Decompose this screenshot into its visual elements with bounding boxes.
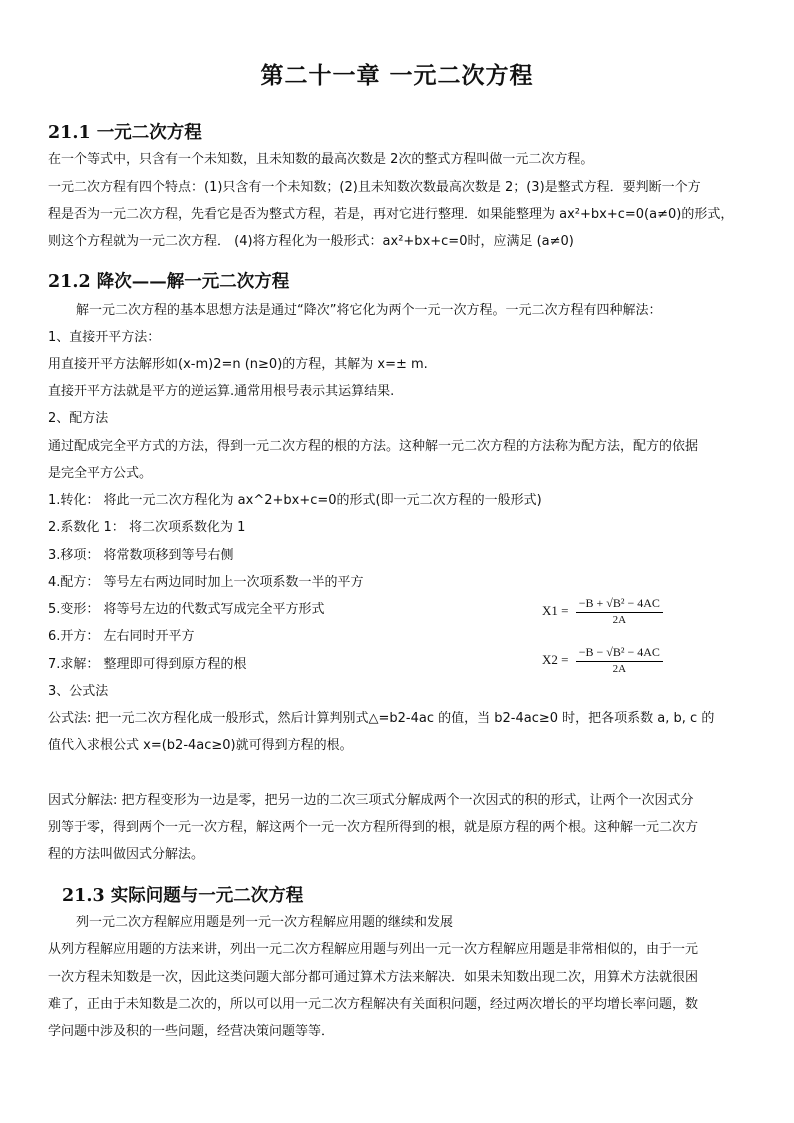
paragraph-line: 一次方程未知数是一次，因此这类问题大部分都可通过算术方法来解决．如果未知数出现二次，用算术方法就很困 — [48, 970, 699, 985]
paragraph-line: 从列方程解应用题的方法来讲，列出一元二次方程解应用题与列出一元一次方程解应用题是非常相似的，由于一元 — [48, 942, 699, 957]
paragraph-line: 解一元二次方程的基本思想方法是通过“降次”将它化为两个一元一次方程。一元二次方程有四种解法： — [76, 303, 662, 318]
step-line: 5.变形： 将等号左边的代数式写成完全平方形式 — [48, 602, 325, 617]
step-line: 1.转化： 将此一元二次方程化为 ax^2+bx+c=0的形式(即一元二次方程的一般形式) — [48, 493, 542, 508]
paragraph-line: 值代入求根公式 x=(b2-4ac≥0)就可得到方程的根。 — [48, 738, 353, 753]
step-line: 6.开方： 左右同时开平方 — [48, 629, 195, 644]
section-heading-21-1: 21.1 一元二次方程 — [48, 123, 202, 143]
formula-fraction — [576, 596, 663, 626]
method-heading: 2、配方法 — [48, 411, 109, 426]
paragraph-line: 别等于零，得到两个一元一次方程，解这两个一元一次方程所得到的根，就是原方程的两个根。这种解一元二次方 — [48, 820, 699, 835]
formula-numerator: −B − √B² − 4AC — [576, 645, 663, 662]
paragraph-line: 用直接开平方法解形如(x-m)2=n (n≥0)的方程，其解为 x=± m. — [48, 357, 428, 372]
paragraph-line: 因式分解法: 把方程变形为一边是零，把另一边的二次三项式分解成两个一次因式的积的形式，让两个一次因式分 — [48, 793, 694, 808]
formula-label: X1 = — [542, 603, 569, 618]
paragraph-line: 程的方法叫做因式分解法。 — [48, 847, 205, 862]
method-heading: 3、公式法 — [48, 684, 109, 699]
paragraph-line: 直接开平方法就是平方的逆运算.通常用根号表示其运算结果. — [48, 384, 395, 399]
formula-numerator: −B + √B² − 4AC — [576, 596, 663, 613]
formula-denominator: 2A — [612, 663, 627, 675]
chapter-title: 第二十一章 一元二次方程 — [260, 62, 534, 89]
paragraph-line: 则这个方程就为一元二次方程． (4)将方程化为一般形式：ax²+bx+c=0时，应满足 (a≠0) — [48, 234, 574, 249]
paragraph-line: 程是否为一元二次方程，先看它是否为整式方程，若是，再对它进行整理．如果能整理为 ax²+bx+c=0(a≠0)的形式， — [48, 207, 734, 222]
paragraph-line: 公式法: 把一元二次方程化成一般形式，然后计算判别式△=b2-4ac 的值，当 b2-4ac≥0 时，把各项系数 a, b, c 的 — [48, 711, 715, 726]
step-line: 4.配方： 等号左右两边同时加上一次项系数一半的平方 — [48, 575, 364, 590]
formula-label: X2 = — [542, 652, 569, 667]
step-line: 7.求解： 整理即可得到原方程的根 — [48, 657, 247, 672]
paragraph-line: 列一元二次方程解应用题是列一元一次方程解应用题的继续和发展 — [76, 915, 454, 930]
paragraph-line: 难了，正由于未知数是二次的，所以可以用一元二次方程解决有关面积问题，经过两次增长的平均增长率问题，数 — [48, 997, 699, 1012]
paragraph-line: 通过配成完全平方式的方法，得到一元二次方程的根的方法。这种解一元二次方程的方法称为配方法，配方的依据 — [48, 439, 699, 454]
formula-fraction — [576, 645, 663, 675]
quadratic-formula-x2 — [542, 645, 663, 675]
method-heading: 1、直接开平方法： — [48, 330, 161, 345]
paragraph-line: 学问题中涉及积的一些问题，经营决策问题等等． — [48, 1024, 335, 1039]
step-line: 2.系数化 1： 将二次项系数化为 1 — [48, 520, 246, 535]
formula-denominator: 2A — [612, 614, 627, 626]
paragraph-line: 在一个等式中，只含有一个未知数，且未知数的最高次数是 2次的整式方程叫做一元二次方程。 — [48, 152, 594, 167]
section-heading-21-3: 21.3 实际问题与一元二次方程 — [62, 886, 304, 906]
step-line: 3.移项： 将常数项移到等号右侧 — [48, 548, 234, 563]
quadratic-formula-x1 — [542, 596, 663, 626]
paragraph-line: 一元二次方程有四个特点：(1)只含有一个未知数；(2)且未知数次数最高次数是 2；(3)是整式方程．要判断一个方 — [48, 180, 701, 195]
paragraph-line: 是完全平方公式。 — [48, 466, 153, 481]
section-heading-21-2: 21.2 降次——解一元二次方程 — [48, 272, 290, 292]
